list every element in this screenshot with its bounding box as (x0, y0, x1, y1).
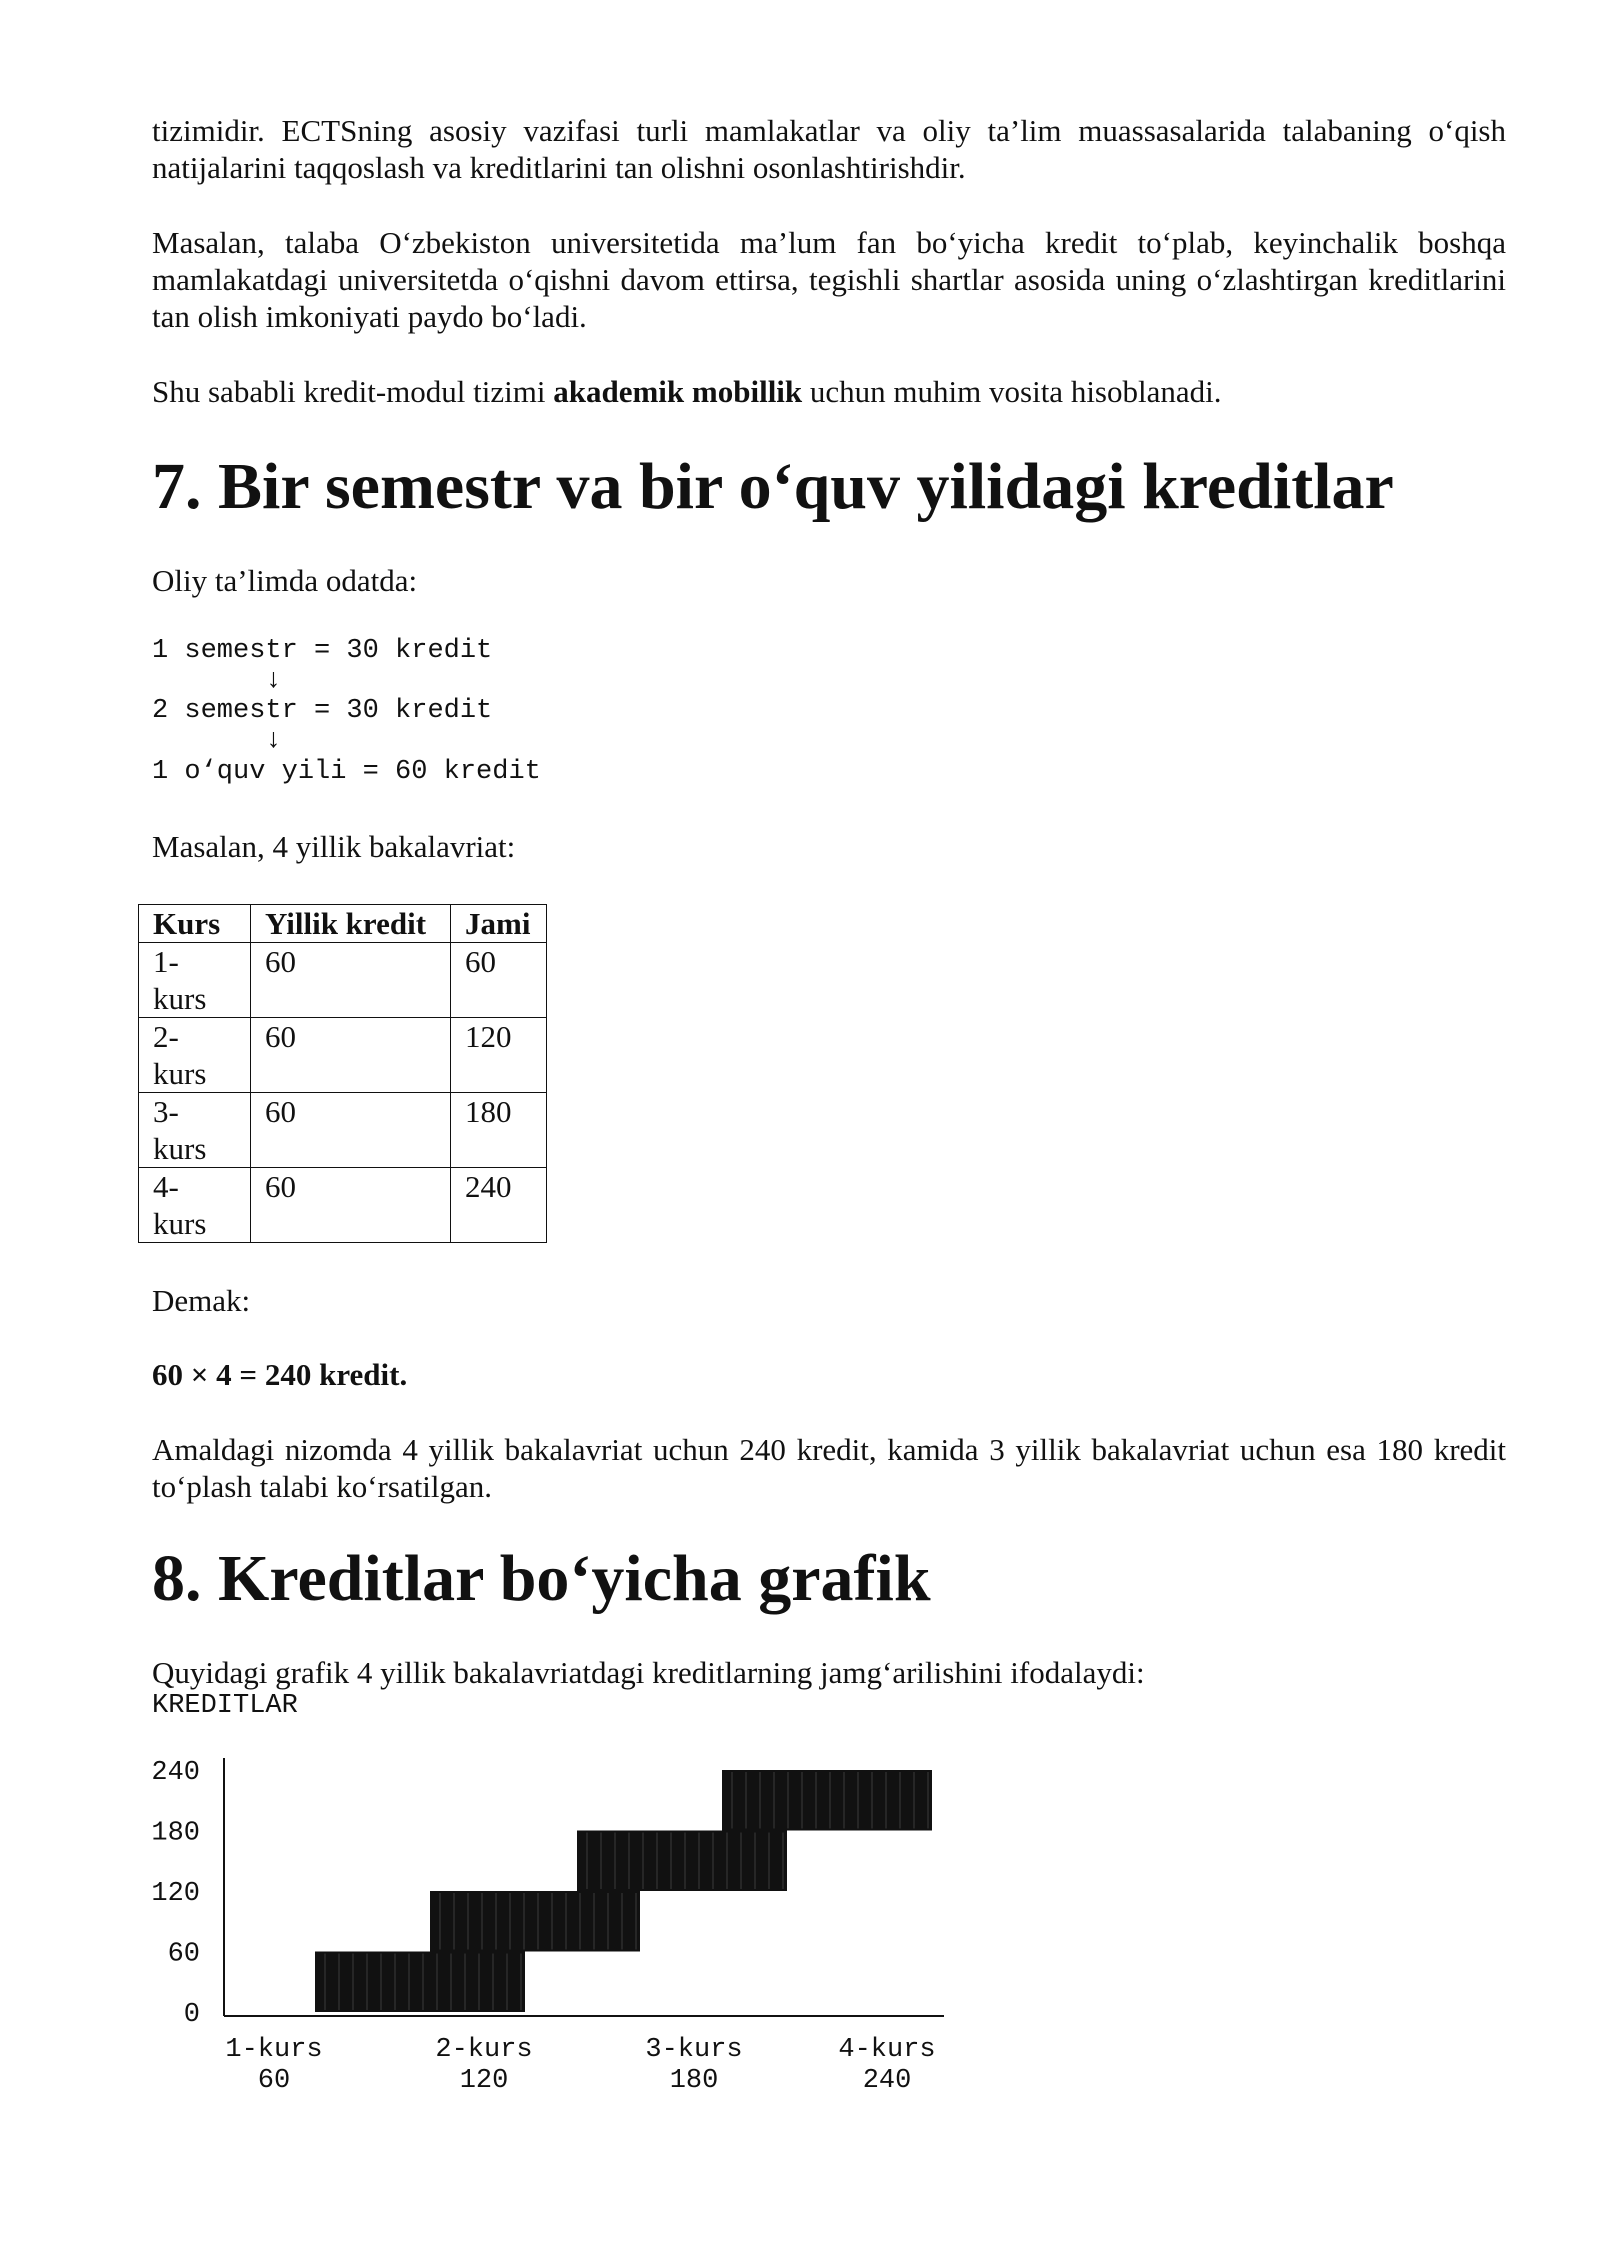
table-cell-yillik: 60 (251, 1093, 451, 1168)
x-tick-label: 1-kurs (225, 2035, 323, 2065)
table-cell-jami: 120 (451, 1018, 547, 1093)
x-tick-label: 4-kurs (838, 2035, 936, 2065)
y-tick-label: 120 (151, 1879, 200, 1909)
code-arrow-2: ↓ (152, 726, 282, 756)
bold-term: akademik mobillik (553, 374, 803, 409)
bar-value-label: 60 (257, 2066, 291, 2096)
code-arrow-1: ↓ (152, 666, 282, 696)
paragraph-example: Masalan, talaba O‘zbekiston universitetida ma’lum fan bo‘yicha kredit to‘plab, keyinchalik boshqa mamlakatdagi universitetda o‘qishni davom ettirsa, tegishli shartlar asosida uning o‘zlashtirgan kreditlarini tan olish imkoniyati paydo bo‘ladi. (152, 225, 1506, 334)
bar-value-label: 180 (669, 2066, 719, 2096)
formula: 60 × 4 = 240 kredit. (152, 1357, 408, 1392)
demak-label: Demak: (152, 1283, 251, 1318)
credits-bar-chart (152, 0, 1152, 2262)
code-line-3: 1 o‘quv yili = 60 kredit (152, 757, 541, 787)
kurs-number: 1- kurs (153, 944, 207, 1016)
regulation-note: Amaldagi nizomda 4 yillik bakalavriat uchun 240 kredit, kamida 3 yillik bakalavriat uchun esa 180 kredit to‘plash talabi ko‘rsatilgan. (152, 1432, 1506, 1504)
paragraph-mobility: Shu sababli kredit-modul tizimi akademik mobillik uchun muhim vosita hisoblanadi. (152, 374, 1222, 409)
chart-ylabel: KREDITLAR (152, 1691, 298, 1721)
table-header-cell: Yillik kredit (251, 905, 451, 943)
section-8-heading: 8. Kreditlar bo‘yicha grafik (152, 1542, 931, 1615)
kurs-number: 2- kurs (153, 1019, 207, 1091)
kurs-number: 3- kurs (153, 1094, 207, 1166)
y-tick-label: 240 (151, 1758, 200, 1788)
table-cell-yillik: 60 (251, 943, 451, 1018)
bar-value-label: 120 (459, 2066, 509, 2096)
table-cell-jami: 240 (451, 1168, 547, 1243)
code-line-1: 1 semestr = 30 kredit (152, 636, 493, 666)
table-cell-jami: 60 (451, 943, 547, 1018)
section-7-intro: Oliy ta’limda odatda: (152, 563, 418, 598)
section-8-intro: Quyidagi grafik 4 yillik bakalavriatdagi kreditlarning jamg‘arilishini ifodalaydi: (152, 1655, 1145, 1690)
y-tick-label: 60 (167, 1939, 200, 1970)
table-header-cell: Kurs (139, 905, 251, 943)
table-cell-yillik: 60 (251, 1168, 451, 1243)
x-tick-label: 3-kurs (645, 2035, 743, 2065)
bar-value-label: 240 (862, 2066, 912, 2096)
x-tick-label: 2-kurs (435, 2035, 533, 2065)
table-header-cell: Jami (451, 905, 547, 943)
y-tick-label: 0 (183, 2000, 200, 2030)
code-line-2: 2 semestr = 30 kredit (152, 696, 493, 726)
section-7-heading: 7. Bir semestr va bir o‘quv yilidagi kreditlar (152, 450, 1394, 523)
table-cell-jami: 180 (451, 1093, 547, 1168)
paragraph-ects: tizimidir. ECTSning asosiy vazifasi turli mamlakatlar va oliy ta’lim muassasalarida talabaning o‘qish natijalarini taqqoslash va kreditlarini tan olishni osonlashtirishdir. (152, 113, 1506, 185)
table-cell-yillik: 60 (251, 1018, 451, 1093)
example-intro: Masalan, 4 yillik bakalavriat: (152, 829, 516, 864)
y-tick-label: 180 (151, 1818, 200, 1849)
kurs-number: 4- kurs (153, 1169, 207, 1241)
